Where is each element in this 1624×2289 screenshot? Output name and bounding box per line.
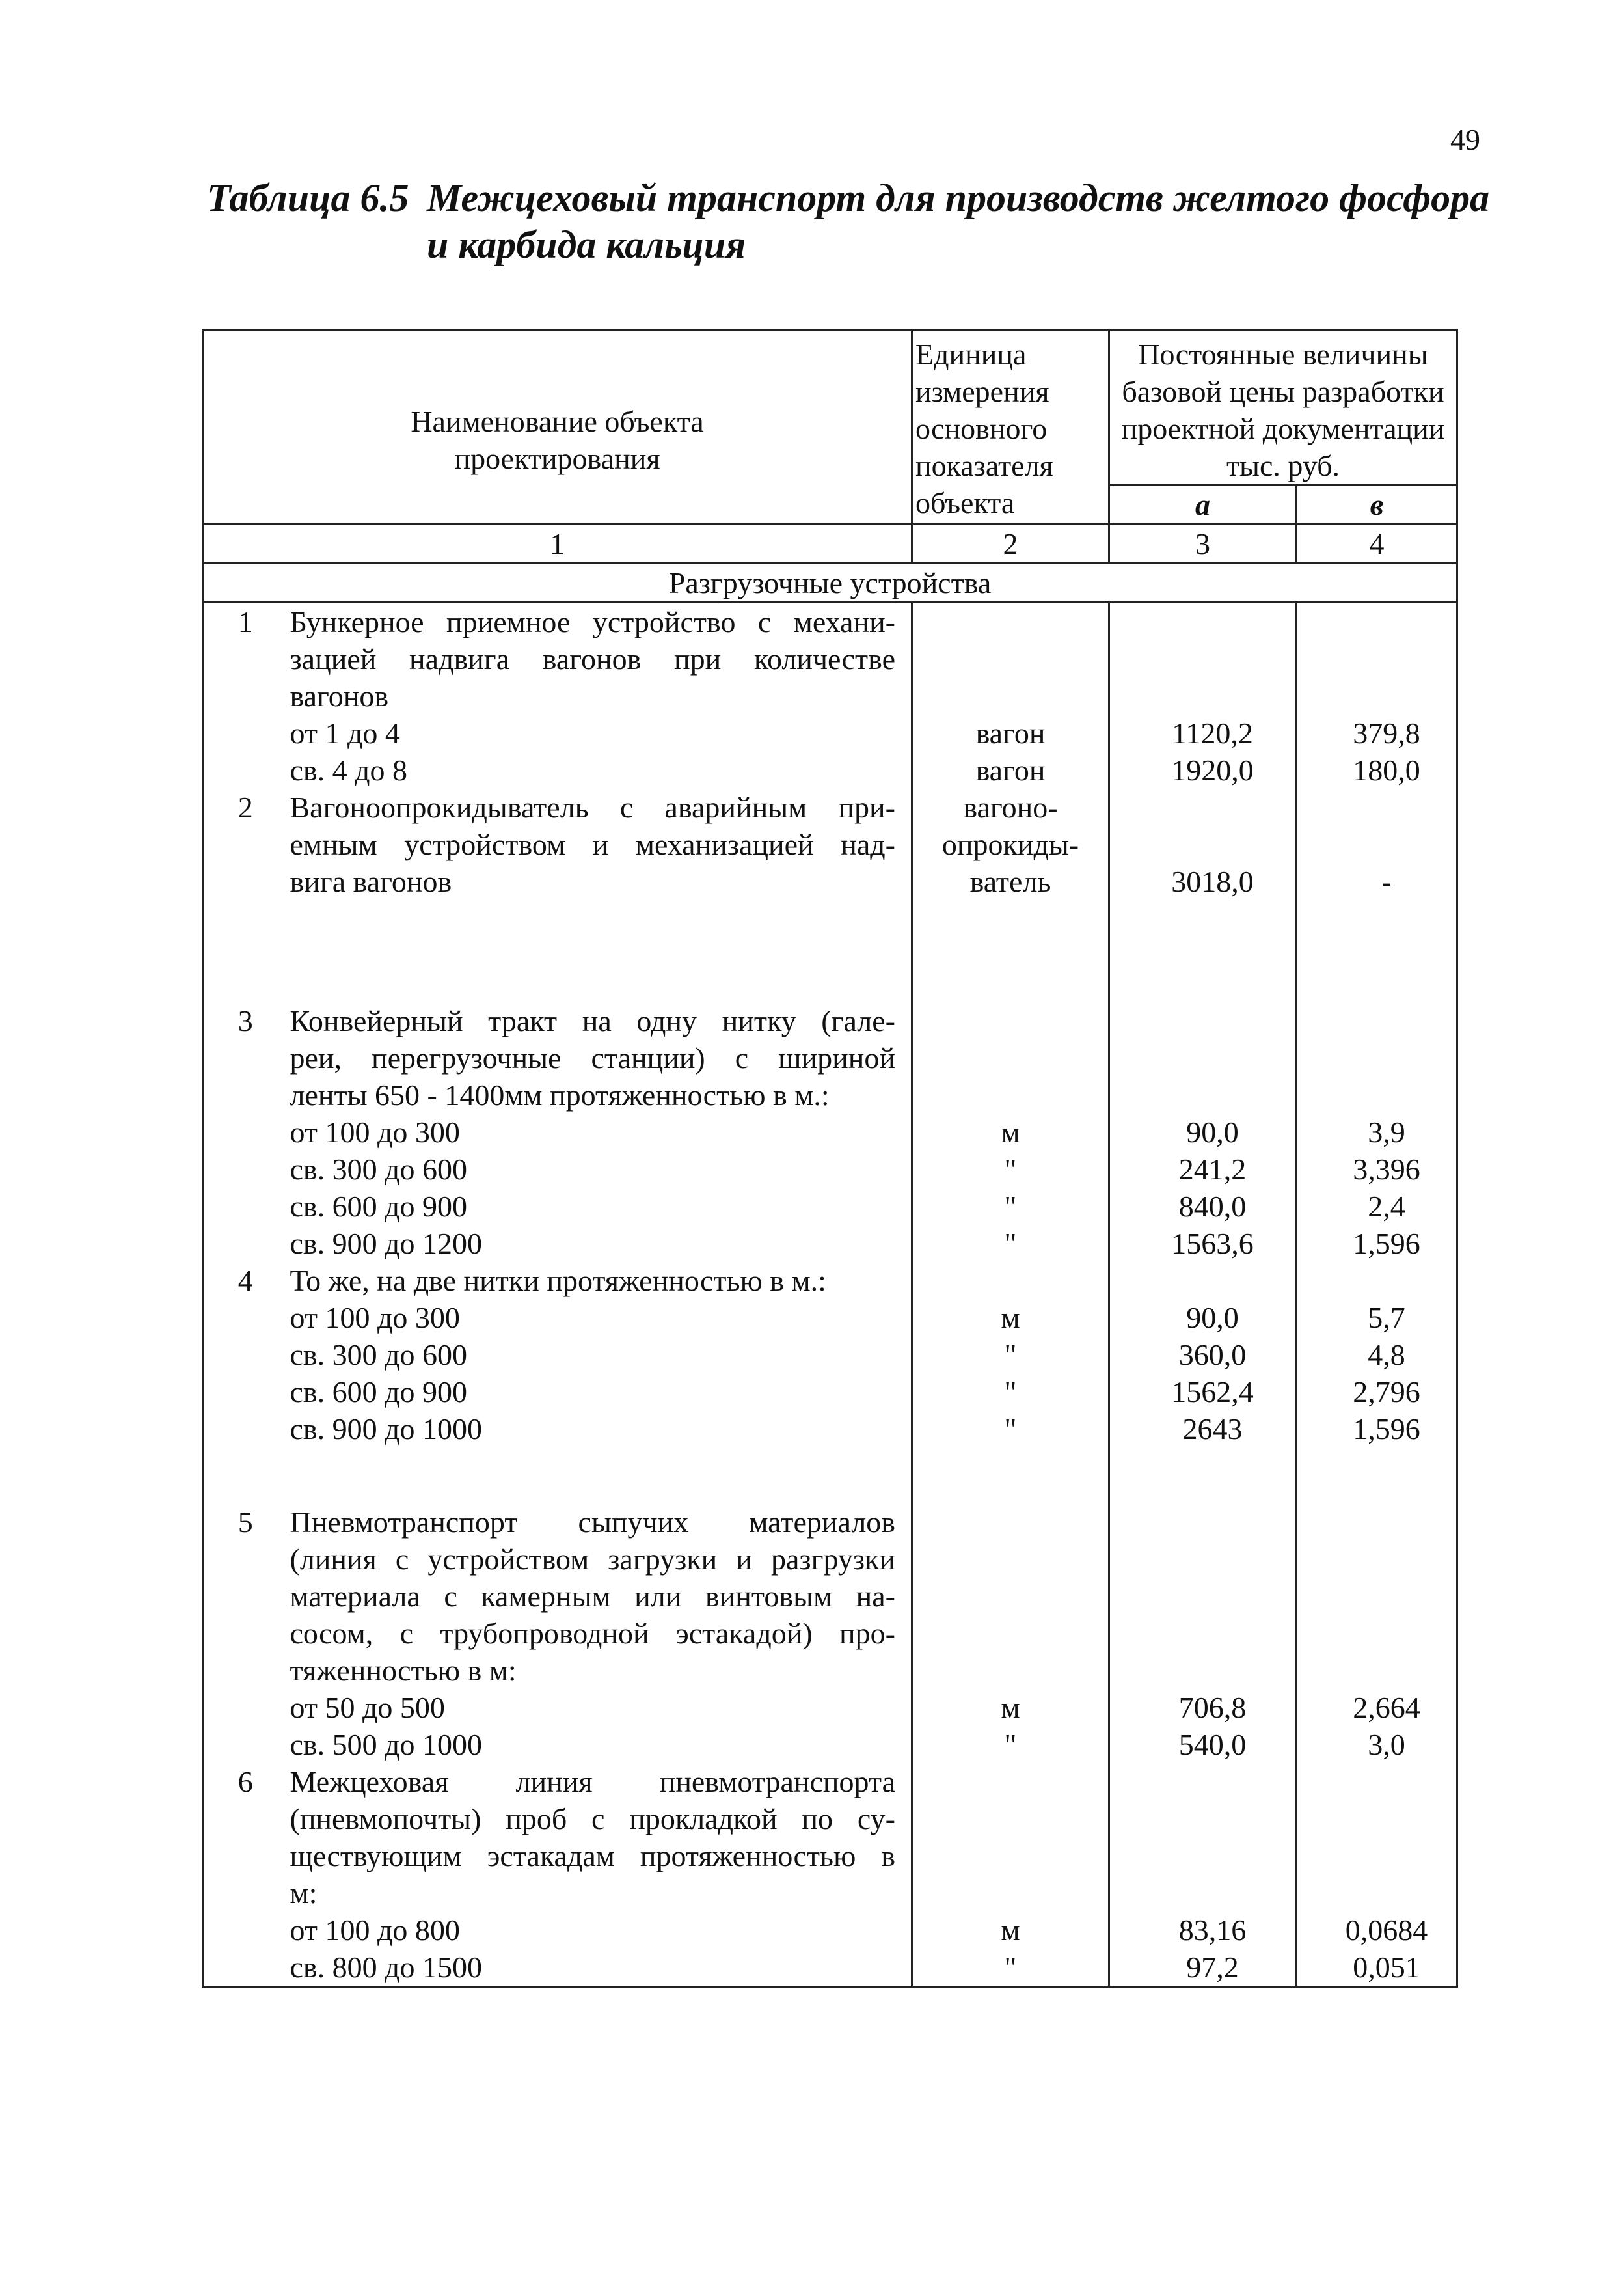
value-b: 1,596 <box>1353 1412 1420 1446</box>
value-b: - <box>1381 865 1392 898</box>
value-a: 83,16 <box>1178 1913 1247 1947</box>
header-object-name: Наименование объекта проектирования <box>203 330 912 525</box>
item-name-line: ществующим эстакадам протяженностью в <box>290 1839 895 1872</box>
unit-value: " <box>1004 1375 1017 1408</box>
page-number: 49 <box>1450 123 1480 156</box>
item-number: 4 <box>237 1264 253 1297</box>
item-name-line: вагонов <box>290 679 389 713</box>
range-label: от 1 до 4 <box>290 717 400 750</box>
item-name-line: Пневмотранспорт сыпучих материалов <box>290 1505 895 1539</box>
column-number-2: 2 <box>912 525 1109 564</box>
header-constant-values: Постоянные величины базовой цены разработки проектной документации тыс. руб. <box>1109 330 1457 486</box>
value-a: 1562,4 <box>1171 1375 1254 1408</box>
item-number: 1 <box>237 605 253 638</box>
value-a: 2643 <box>1182 1412 1243 1446</box>
value-b-column <box>1297 603 1457 1987</box>
unit-value: м <box>1001 1116 1020 1149</box>
value-b: 379,8 <box>1353 717 1420 750</box>
data-table-wrapper <box>202 329 1456 1988</box>
caption-label: Таблица 6.5 <box>207 176 409 219</box>
value-a-column <box>1109 603 1297 1987</box>
item-name-line: Межцеховая линия пневмотранспорта <box>290 1765 895 1798</box>
value-a: 360,0 <box>1178 1338 1247 1371</box>
caption-title-line-2: и карбида кальция <box>427 223 746 266</box>
value-b: 2,4 <box>1368 1190 1405 1223</box>
value-b: 1,596 <box>1353 1227 1420 1260</box>
section-row <box>203 564 1457 603</box>
value-a: 3018,0 <box>1171 865 1254 898</box>
item-number-column <box>203 603 288 1987</box>
range-label: св. 300 до 600 <box>290 1338 468 1371</box>
item-name-line: (пневмопочты) проб с прокладкой по су- <box>290 1802 895 1835</box>
value-b: 5,7 <box>1368 1301 1405 1334</box>
value-a: 90,0 <box>1186 1116 1239 1149</box>
item-number: 3 <box>237 1004 253 1037</box>
range-label: св. 800 до 1500 <box>290 1951 483 1984</box>
range-label: св. 4 до 8 <box>290 754 408 787</box>
value-b: 3,9 <box>1368 1116 1405 1149</box>
item-name-line: материала с камерным или винтовым на- <box>290 1580 895 1613</box>
unit-value: " <box>1004 1190 1017 1223</box>
unit-value: " <box>1004 1951 1017 1984</box>
value-a: 1563,6 <box>1171 1227 1254 1260</box>
value-a: 840,0 <box>1178 1190 1247 1223</box>
item-name-line: реи, перегрузочные станции) с шириной <box>290 1041 895 1075</box>
range-label: от 100 до 300 <box>290 1301 460 1334</box>
value-a: 540,0 <box>1178 1728 1247 1761</box>
value-b: 2,664 <box>1353 1691 1420 1724</box>
value-b: 180,0 <box>1353 754 1420 787</box>
unit-value: " <box>1004 1338 1017 1371</box>
header-sub-b: в <box>1297 486 1457 525</box>
range-label: св. 300 до 600 <box>290 1153 468 1186</box>
item-name-column <box>288 603 912 1987</box>
item-name-line: зацией надвига вагонов при количестве <box>290 642 895 676</box>
item-name-line: Бункерное приемное устройство с механи- <box>290 605 895 638</box>
value-b: 0,0684 <box>1345 1913 1428 1947</box>
item-name-line: емным устройством и механизацией над- <box>290 828 895 861</box>
item-name-line: вига вагонов <box>290 865 452 898</box>
column-numbers-row <box>203 525 1457 564</box>
unit-value: м <box>1001 1913 1020 1947</box>
item-number: 5 <box>237 1505 253 1539</box>
item-name-line: Конвейерный тракт на одну нитку (гале- <box>290 1004 895 1037</box>
item-name-line: м: <box>290 1876 318 1910</box>
header-unit: Единица измерения основного показателя объекта <box>912 330 1109 525</box>
range-label: св. 600 до 900 <box>290 1375 468 1408</box>
value-b: 3,396 <box>1353 1153 1420 1186</box>
item-name-line: Вагоноопрокидыватель с аварийным при- <box>290 791 895 824</box>
value-b: 3,0 <box>1368 1728 1405 1761</box>
unit-value: " <box>1004 1153 1017 1186</box>
table-body-row <box>203 603 1457 1987</box>
value-a: 90,0 <box>1186 1301 1239 1334</box>
item-name-line: ленты 650 - 1400мм протяженностью в м.: <box>290 1078 830 1112</box>
item-name-line: (линия с устройством загрузки и разгрузки <box>290 1542 895 1576</box>
range-label: св. 500 до 1000 <box>290 1728 483 1761</box>
range-label: св. 600 до 900 <box>290 1190 468 1223</box>
unit-column <box>912 603 1109 1987</box>
range-label: от 50 до 500 <box>290 1691 445 1724</box>
value-a: 97,2 <box>1186 1951 1239 1984</box>
unit-value: вагоно- <box>963 791 1058 824</box>
range-label: от 100 до 300 <box>290 1116 460 1149</box>
item-number: 6 <box>237 1765 253 1798</box>
item-name-line: То же, на две нитки протяженностью в м.: <box>290 1264 826 1297</box>
item-number: 2 <box>237 791 253 824</box>
section-title: Разгрузочные устройства <box>203 564 1457 603</box>
data-table <box>202 329 1458 1988</box>
caption-title-line-1: Межцеховый транспорт для производств желтого фосфора <box>427 176 1490 219</box>
unit-value: вагон <box>975 717 1046 750</box>
unit-value: " <box>1004 1227 1017 1260</box>
unit-value: ватель <box>969 865 1051 898</box>
value-a: 1120,2 <box>1172 717 1253 750</box>
value-b: 2,796 <box>1353 1375 1420 1408</box>
unit-value: " <box>1004 1412 1017 1446</box>
header-sub-a: а <box>1109 486 1297 525</box>
range-label: от 100 до 800 <box>290 1913 460 1947</box>
value-b: 0,051 <box>1353 1951 1420 1984</box>
value-a: 241,2 <box>1178 1153 1247 1186</box>
column-number-3: 3 <box>1109 525 1297 564</box>
column-number-4: 4 <box>1297 525 1457 564</box>
item-name-line: сосом, с трубопроводной эстакадой) про- <box>290 1617 895 1650</box>
unit-value: опрокиды- <box>941 828 1079 861</box>
value-a: 1920,0 <box>1171 754 1254 787</box>
item-name-line: тяженностью в м: <box>290 1654 517 1687</box>
table-caption <box>207 174 1508 268</box>
unit-value: м <box>1001 1301 1020 1334</box>
unit-value: вагон <box>975 754 1046 787</box>
unit-value: м <box>1001 1691 1020 1724</box>
value-b: 4,8 <box>1368 1338 1405 1371</box>
value-a: 706,8 <box>1178 1691 1247 1724</box>
range-label: св. 900 до 1200 <box>290 1227 483 1260</box>
unit-value: " <box>1004 1728 1017 1761</box>
range-label: св. 900 до 1000 <box>290 1412 483 1446</box>
column-number-1: 1 <box>203 525 912 564</box>
